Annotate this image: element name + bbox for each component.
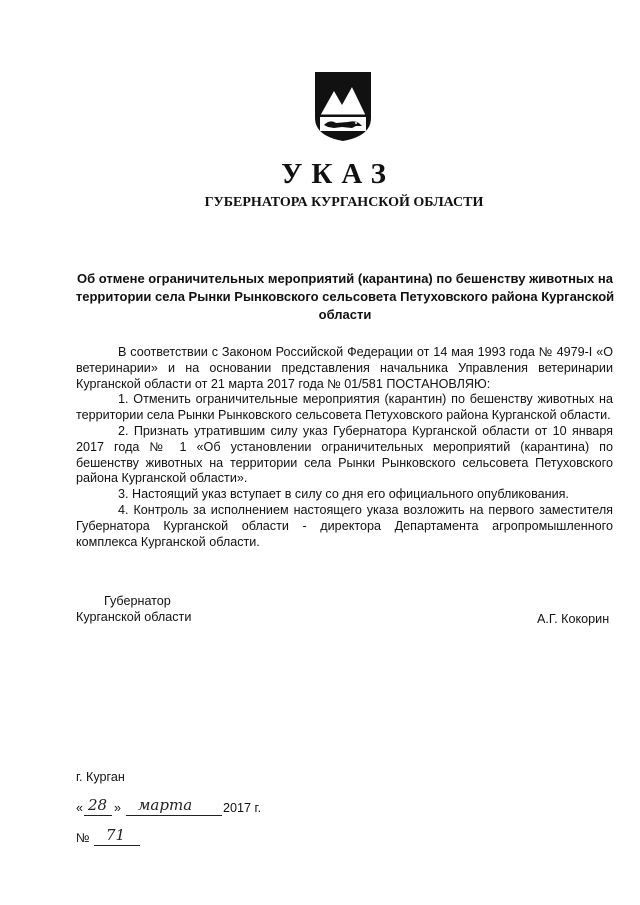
issuer-title: ГУБЕРНАТОРА КУРГАНСКОЙ ОБЛАСТИ bbox=[204, 195, 484, 210]
signature-position-line2: Курганской области bbox=[76, 610, 192, 624]
decree-body bbox=[76, 345, 613, 550]
date-month-underline bbox=[126, 815, 222, 816]
item-1-paragraph: 1. Отменить ограничительные мероприятия (карантин) по бешенству животных на территории села Рынки Рынковского сельсовета Петуховского района Курганской области. bbox=[76, 392, 613, 423]
intro-paragraph: В соответствии с Законом Российской Федерации от 14 мая 1993 года № 4979-I «О ветеринарии» и на основании представления начальника Управления ветеринарии Курганской области от 21 марта 2017 года № 01/581 ПОСТАНОВЛЯЮ: bbox=[76, 345, 613, 391]
date-quote-close: » bbox=[114, 801, 122, 815]
number-label: № bbox=[76, 831, 90, 845]
number-underline bbox=[94, 845, 140, 846]
date-day-underline bbox=[84, 815, 112, 816]
date-year: 2017 г. bbox=[223, 801, 262, 815]
date-quote-open: « bbox=[76, 801, 84, 815]
item-4-paragraph: 4. Контроль за исполнением настоящего указа возложить на первого заместителя Губернатора Курганской области - директора Департамента агропромышленного комплекса Курганской области. bbox=[76, 502, 613, 549]
number-handwritten: 71 bbox=[106, 826, 126, 844]
decree-heading: Об отмене ограничительных мероприятий (карантина) по бешенству животных на территории села Рынки Рынковского сельсовета Петуховского района Курганской области bbox=[75, 271, 615, 322]
document-type-title: УКАЗ bbox=[281, 158, 395, 190]
city-label: г. Курган bbox=[76, 770, 125, 784]
signatory-name: А.Г. Кокорин bbox=[537, 612, 610, 626]
item-2-paragraph: 2. Признать утратившим силу указ Губернатора Курганской области от 10 января 2017 года № 1 «Об установлении ограничительных мероприятий (карантина) по бешенству животных на территории села Рынки Рынковского сельсовета Петуховского района Курганской области». bbox=[76, 423, 613, 486]
coat-of-arms-emblem bbox=[312, 70, 374, 142]
signature-position-line1: Губернатор bbox=[104, 594, 171, 608]
date-month-handwritten: марта bbox=[138, 796, 193, 814]
number-line bbox=[76, 828, 196, 850]
date-day-handwritten: 28 bbox=[88, 796, 108, 814]
item-3-paragraph: 3. Настоящий указ вступает в силу со дня его официального опубликования. bbox=[118, 487, 569, 502]
date-line bbox=[76, 798, 276, 820]
